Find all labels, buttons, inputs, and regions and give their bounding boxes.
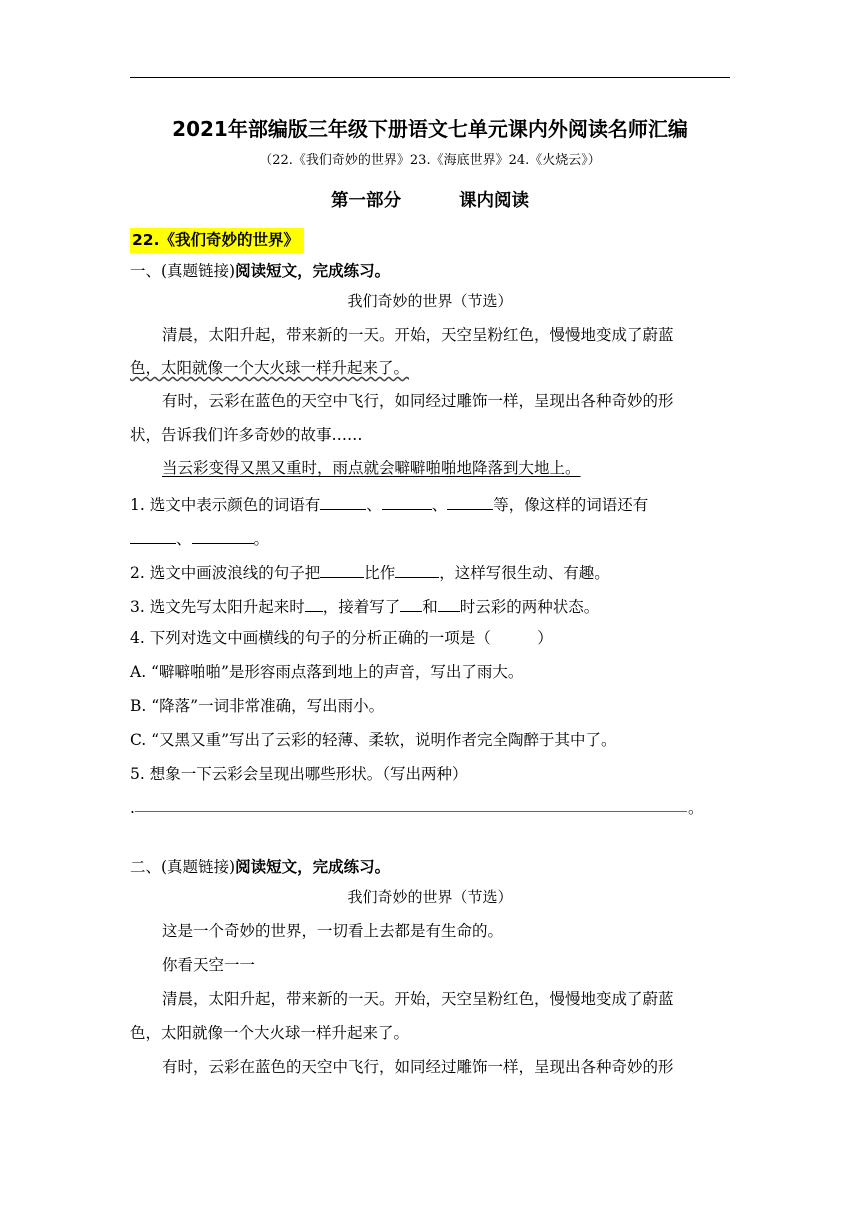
separator: 、	[366, 496, 382, 514]
underlined-sentence: 当云彩变得又黑又重时，雨点就会噼噼啪啪地降落到大地上。	[162, 459, 581, 477]
q1-option-b[interactable]: B. “降落”一词非常准确，写出雨小。	[130, 697, 385, 715]
part-label: 第一部分	[331, 191, 401, 211]
part-title	[0, 189, 860, 213]
q2-heading-bold: 阅读短文，完成练习。	[235, 858, 391, 876]
item-2-text: 比作	[364, 564, 396, 582]
answer-blank[interactable]	[382, 493, 432, 510]
separator: 、	[431, 496, 448, 514]
q1-item-1-line-2	[130, 527, 269, 549]
q1-paragraph-1-line-1: 清晨，太阳升起，带来新的一天。开始，天空呈粉红色，慢慢地变成了蔚蓝	[162, 326, 674, 344]
q1-item-3	[130, 595, 599, 617]
answer-blank[interactable]	[320, 561, 364, 578]
item-3-text: 3. 选文先写太阳升起来时	[130, 598, 305, 616]
answer-line[interactable]	[135, 811, 687, 812]
item-2-text: ，这样写很生动、有趣。	[439, 564, 610, 582]
separator: 。	[253, 530, 270, 548]
q2-paragraph-3-line-1: 清晨，太阳升起，带来新的一天。开始，天空呈粉红色，慢慢地变成了蔚蓝	[162, 990, 674, 1008]
q1-heading	[130, 261, 390, 281]
document-title: 2021年部编版三年级下册语文七单元课内外阅读名师汇编	[172, 117, 688, 141]
q1-item-2	[130, 561, 610, 583]
item-3-text: 和	[422, 598, 438, 616]
q1-heading-bold: 阅读短文，完成练习。	[235, 262, 391, 280]
document-subtitle: （22.《我们奇妙的世界》23.《海底世界》24.《火烧云》）	[259, 153, 601, 168]
q2-heading	[130, 857, 390, 877]
q1-option-c[interactable]: C. “又黑又重”写出了云彩的轻薄、柔软，说明作者完全陶醉于其中了。	[130, 731, 617, 749]
q1-item-5-end: 。	[688, 799, 704, 817]
q2-heading-prefix: 二、(真题链接)	[130, 858, 236, 876]
header-rule	[130, 77, 730, 78]
q2-paragraph-2: 你看天空一一	[162, 956, 256, 974]
q1-passage-title: 我们奇妙的世界（节选）	[347, 292, 513, 310]
q2-paragraph-1: 这是一个奇妙的世界，一切看上去都是有生命的。	[162, 922, 504, 940]
q1-item-4: 4. 下列对选文中画横线的句子的分析正确的一项是（ ）	[130, 629, 553, 647]
item-2-text: 2. 选文中画波浪线的句子把	[130, 564, 321, 582]
q1-item-1-line-1	[130, 493, 648, 515]
part-name: 课内阅读	[459, 191, 529, 211]
answer-blank[interactable]	[400, 595, 422, 612]
q1-paragraph-1-line-2	[130, 358, 409, 378]
answer-blank[interactable]	[305, 595, 323, 612]
answer-blank[interactable]	[395, 561, 439, 578]
q1-paragraph-2-line-2: 状，告诉我们许多奇妙的故事……	[130, 426, 363, 444]
q2-paragraph-4-line-1: 有时，云彩在蓝色的天空中飞行，如同经过雕饰一样，呈现出各种奇妙的形	[162, 1058, 674, 1076]
item-1-text: 1. 选文中表示颜色的词语有	[130, 496, 321, 514]
item-1-text: 等，像这样的词语还有	[493, 496, 649, 514]
q2-paragraph-3-line-2: 色，太阳就像一个大火球一样升起来了。	[130, 1024, 410, 1042]
answer-blank[interactable]	[192, 527, 254, 544]
answer-blank[interactable]	[320, 493, 366, 510]
q1-paragraph-3	[162, 458, 581, 478]
answer-blank[interactable]	[130, 527, 176, 544]
q1-paragraph-2-line-1: 有时，云彩在蓝色的天空中飞行，如同经过雕饰一样，呈现出各种奇妙的形	[162, 392, 674, 410]
item-3-text: 时云彩的两种状态。	[459, 598, 600, 616]
q2-passage-title: 我们奇妙的世界（节选）	[347, 888, 513, 906]
section-tag: 22.《我们奇妙的世界》	[130, 228, 304, 253]
answer-blank[interactable]	[447, 493, 493, 510]
q1-option-a[interactable]: A. “噼噼啪啪”是形容雨点落到地上的声音，写出了雨大。	[130, 663, 524, 681]
q1-item-5: 5. 想象一下云彩会呈现出哪些形状。（写出两种）	[130, 765, 468, 783]
q1-heading-prefix: 一、(真题链接)	[130, 262, 236, 280]
q1-item-5-lead: .	[130, 799, 135, 817]
item-3-text: ，接着写了	[322, 598, 401, 616]
wavy-underlined-sentence: 色，太阳就像一个大火球一样升起来了。	[130, 359, 410, 377]
answer-blank[interactable]	[438, 595, 460, 612]
separator: 、	[176, 530, 192, 548]
